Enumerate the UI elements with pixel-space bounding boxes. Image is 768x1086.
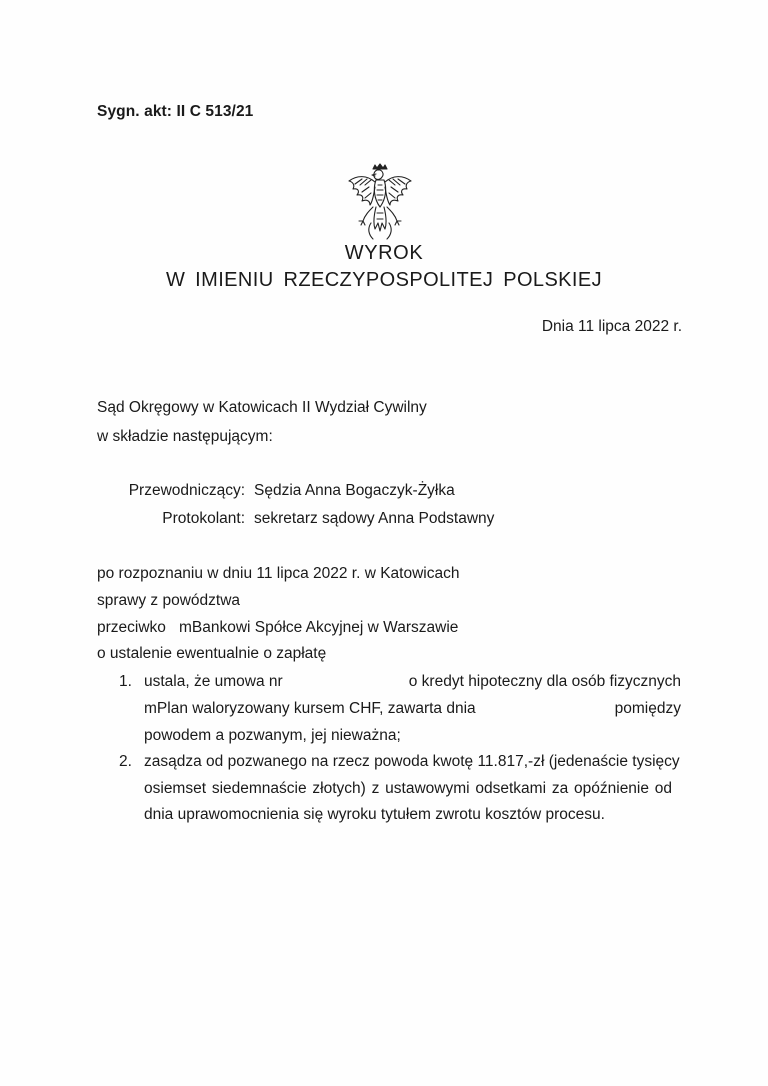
item-1-line-3: powodem a pozwanym, jej nieważna; bbox=[144, 727, 401, 744]
item-2-line-1: zasądza od pozwanego na rzecz powoda kwotę 11.817,-zł (jedenaście tysięcy bbox=[144, 753, 680, 770]
judgment-subtitle: W IMIENIU RZECZYPOSPOLITEJ POLSKIEJ bbox=[165, 269, 603, 291]
judgment-date: Dnia 11 lipca 2022 r. bbox=[541, 318, 682, 335]
item-1-line-2a: mPlan waloryzowany kursem CHF, zawarta dnia bbox=[144, 700, 476, 717]
eagle-emblem-icon bbox=[343, 163, 417, 243]
item-1-line-1b: o kredyt hipoteczny dla osób fizycznych bbox=[408, 673, 681, 690]
defendant-name: mBankowi Spółce Akcyjnej w Warszawie bbox=[179, 619, 459, 636]
item-2-line-3: dnia uprawomocnienia się wyroku tytułem zwrotu kosztów procesu. bbox=[144, 806, 605, 823]
proceedings-line-4: o ustalenie ewentualnie o zapłatę bbox=[97, 645, 327, 662]
judgment-title: WYROK bbox=[344, 242, 424, 264]
item-number: 1. bbox=[119, 673, 132, 690]
chair-label: Przewodniczący: bbox=[128, 482, 245, 499]
item-number: 2. bbox=[119, 753, 132, 770]
clerk-label: Protokolant: bbox=[162, 510, 245, 527]
proceedings-line-2: sprawy z powództwa bbox=[97, 592, 241, 609]
case-signature: Sygn. akt: II C 513/21 bbox=[97, 103, 254, 120]
item-1-line-2b: pomiędzy bbox=[614, 700, 681, 717]
court-name: Sąd Okręgowy w Katowicach II Wydział Cywilny bbox=[97, 399, 427, 416]
proceedings-against-label: przeciwko bbox=[97, 619, 166, 636]
court-composition-intro: w składzie następującym: bbox=[97, 428, 273, 445]
proceedings-line-1: po rozpoznaniu w dniu 11 lipca 2022 r. w Katowicach bbox=[97, 565, 460, 582]
clerk-value: sekretarz sądowy Anna Podstawny bbox=[254, 510, 495, 527]
chair-value: Sędzia Anna Bogaczyk-Żyłka bbox=[254, 482, 455, 499]
item-1-line-1a: ustala, że umowa nr bbox=[144, 673, 283, 690]
item-2-line-2: osiemset siedemnaście złotych) z ustawowymi odsetkami za opóźnienie od bbox=[144, 780, 673, 797]
